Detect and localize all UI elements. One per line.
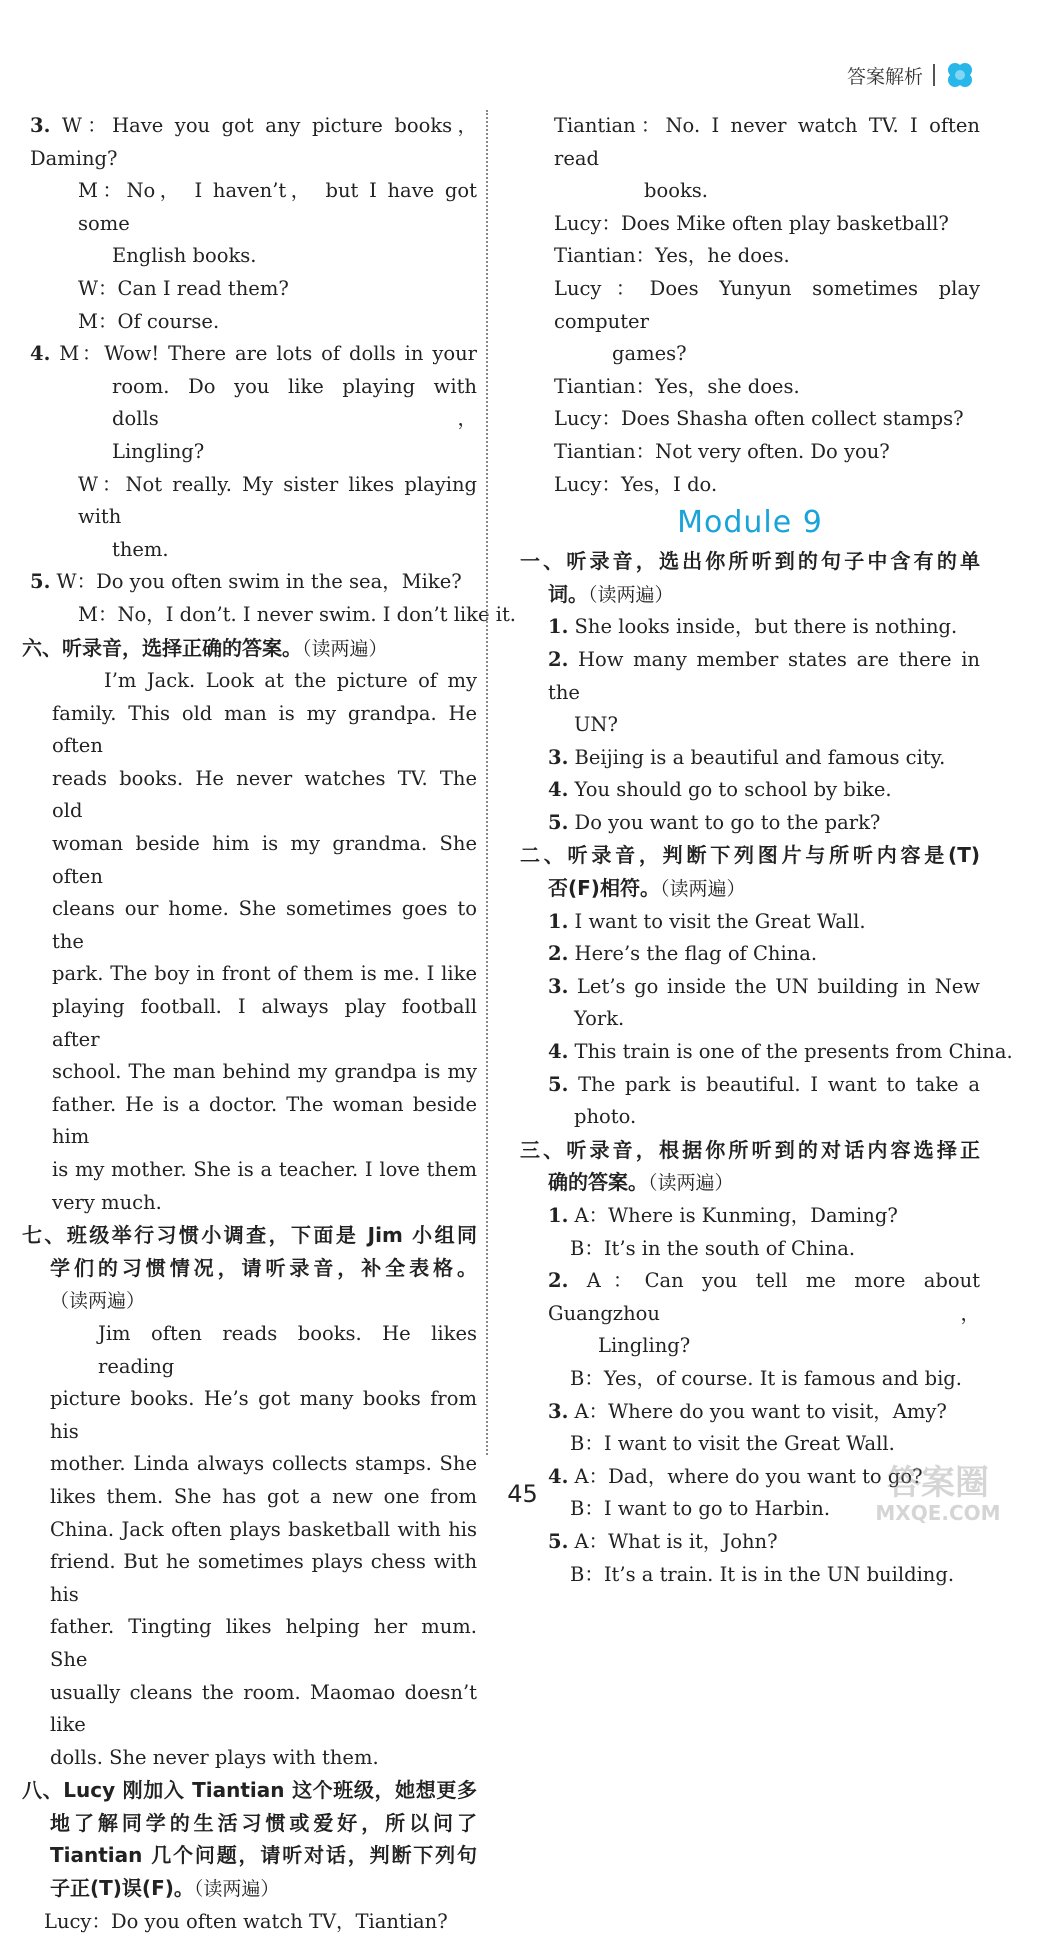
left-column [22, 110, 516, 1938]
left-text-line: is my mother. She is a teacher. I love them [52, 1158, 477, 1181]
left-text-line: dolls. She never plays with them. [50, 1745, 379, 1769]
header-divider [933, 64, 935, 86]
right-text-line: games? [612, 342, 687, 366]
right-text-line: 1. A：Where is Kunming，Daming? [548, 1204, 898, 1227]
module-title: Module 9 [677, 505, 823, 541]
right-text-line: Tiantian：Not very often. Do you? [554, 439, 890, 463]
right-text-line: 2. A：Can you tell me more about Guangzhou， [548, 1269, 980, 1325]
right-text-line: 3. A：Where do you want to visit，Amy? [548, 1399, 947, 1423]
left-text-line: cleans our home. She sometimes goes to the [52, 897, 477, 953]
left-text-line: Tiantian 几个问题，请听对话，判断下列句 [50, 1843, 477, 1868]
left-text-line: M：No， I haven’t， but I have got some [78, 179, 477, 235]
left-text-line: park. The boy in front of them is me. I like [52, 962, 477, 986]
right-text-line: Lucy：Does Yunyun sometimes play computer [554, 276, 980, 333]
left-text-line: M：No，I don’t. I never swim. I don’t like it. [78, 602, 516, 626]
right-text-line: 3. Beijing is a beautiful and famous city. [548, 745, 946, 769]
right-text-line: 5. Do you want to go to the park? [548, 810, 881, 834]
left-text-line: 3. W：Have you got any picture books，Daming? [30, 114, 477, 170]
left-text-line: English books. [112, 244, 257, 268]
left-text-line: father. Tingting likes helping her mum. She [50, 1615, 477, 1671]
right-text-line: York. [574, 1007, 625, 1031]
right-text-line: Lingling? [598, 1334, 691, 1358]
flower-icon [945, 60, 975, 90]
left-text-line: 七、班级举行习惯小调查，下面是 Jim 小组同 [22, 1223, 477, 1248]
right-text-line: 1. She looks inside，but there is nothing. [548, 615, 958, 639]
left-text-line: 地了解同学的生活习惯或爱好，所以问了 [50, 1810, 477, 1835]
left-text-line: playing football. I always play football after [52, 995, 477, 1051]
left-text-line: school. The man behind my grandpa is my [52, 1060, 477, 1084]
left-text-line: 子正(T)误(F)。（读两遍） [50, 1876, 280, 1901]
right-text-line: 词。（读两遍） [548, 581, 674, 606]
left-text-line: 5. W：Do you often swim in the sea，Mike? [30, 570, 462, 594]
right-text-line: 3. Let’s go inside the UN building in New [548, 974, 980, 998]
right-text-line: 4. A：Dad，where do you want to go? [548, 1464, 923, 1488]
right-text-line: 一、听录音，选出你所听到的句子中含有的单 [520, 549, 980, 574]
left-text-line: W：Not really. My sister likes playing with [78, 472, 477, 529]
right-text-line: 2. Here’s the flag of China. [548, 942, 818, 966]
right-text-line: Lucy：Does Shasha often collect stamps? [554, 407, 964, 431]
left-text-line: 学们的习惯情况，请听录音，补全表格。 [50, 1255, 477, 1280]
watermark-bottom: MXQE.COM [875, 1501, 1001, 1525]
right-text-line: 4. You should go to school by bike. [548, 778, 892, 802]
right-text-line: B：Yes，of course. It is famous and big. [570, 1366, 962, 1390]
left-text-line: likes them. She has got a new one from [50, 1484, 477, 1508]
left-text-line: Lingling? [112, 439, 205, 463]
right-text-line: 2. How many member states are there in the [548, 647, 980, 704]
left-text-line: 八、Lucy 刚加入 Tiantian 这个班级，她想更多 [22, 1778, 477, 1803]
left-text-line: father. He is a doctor. The woman beside him [52, 1092, 477, 1149]
left-text-line: China. Jack often plays basketball with his [50, 1517, 477, 1541]
left-text-line: Jim often reads books. He likes reading [98, 1321, 477, 1378]
left-text-line: usually cleans the room. Maomao doesn’t like [50, 1680, 477, 1737]
right-text-line: 否(F)相符。（读两遍） [548, 876, 746, 901]
right-text-line: Lucy：Yes，I do. [554, 472, 718, 496]
right-text-line: 三、听录音，根据你所听到的对话内容选择正 [520, 1137, 980, 1162]
page-header [847, 60, 975, 90]
right-text-line: 1. I want to visit the Great Wall. [548, 909, 866, 933]
left-text-line: W：Can I read them? [78, 276, 289, 300]
left-text-line: friend. But he sometimes plays chess with his [50, 1550, 477, 1606]
right-text-line: 二、听录音，判断下列图片与所听内容是(T) [520, 843, 980, 868]
column-divider [486, 110, 488, 1455]
left-text-line: them. [112, 537, 169, 561]
right-text-line: books. [644, 179, 708, 203]
right-text-line: B：It’s a train. It is in the UN building. [570, 1562, 955, 1586]
right-text-line: 5. The park is beautiful. I want to take a [548, 1072, 980, 1096]
watermark-logo [843, 1456, 1033, 1526]
header-title: 答案解析 [846, 65, 923, 88]
right-text-line: photo. [574, 1105, 637, 1129]
right-text-line: Tiantian：No. I never watch TV. I often read [554, 114, 980, 170]
watermark-top: 答案圈 [887, 1463, 989, 1503]
left-text-line: mother. Linda always collects stamps. She [50, 1452, 477, 1476]
left-text-line: reads books. He never watches TV. The old [52, 766, 477, 823]
left-text-line: very much. [52, 1190, 162, 1214]
left-text-line: 4. M：Wow! There are lots of dolls in your [30, 342, 477, 366]
left-text-line: 六、听录音，选择正确的答案。（读两遍） [22, 635, 388, 660]
right-text-line: Tiantian：Yes，she does. [554, 374, 800, 398]
left-text-line: Lucy：Do you often watch TV，Tiantian? [44, 1909, 448, 1933]
left-text-line: （读两遍） [50, 1290, 146, 1313]
page-number: 45 [507, 1480, 538, 1508]
right-text-line: B：I want to go to Harbin. [570, 1497, 831, 1521]
left-text-line: woman beside him is my grandma. She often [52, 832, 477, 888]
left-text-line: room. Do you like playing with dolls， [112, 374, 477, 431]
left-text-line: M：Of course. [78, 309, 220, 333]
right-text-line: Tiantian：Yes，he does. [554, 244, 790, 268]
right-text-line: Lucy：Does Mike often play basketball? [554, 211, 949, 235]
right-text-line: 4. This train is one of the presents from China. [548, 1040, 1013, 1064]
right-text-line: UN? [574, 713, 618, 737]
right-text-line: B：It’s in the south of China. [570, 1236, 856, 1260]
right-text-line: 确的答案。（读两遍） [548, 1170, 734, 1195]
right-text-line: B：I want to visit the Great Wall. [570, 1432, 895, 1456]
left-text-line: picture books. He’s got many books from his [50, 1387, 477, 1443]
right-column [520, 110, 1013, 1591]
right-text-line: 5. A：What is it，John? [548, 1529, 778, 1553]
left-text-line: family. This old man is my grandpa. He often [52, 701, 477, 758]
left-text-line: I’m Jack. Look at the picture of my [104, 669, 477, 693]
